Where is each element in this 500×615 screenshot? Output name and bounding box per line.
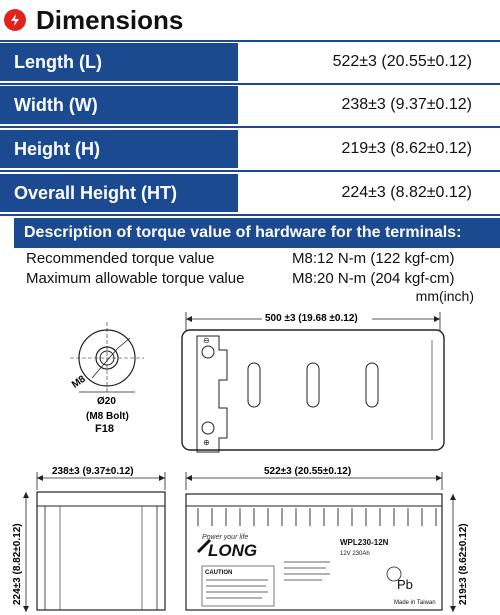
dimension-label: Height (H) [0,130,238,168]
brand-tagline: Power your life [202,534,249,541]
caution-label: CAUTION [205,570,233,576]
overall-height-label: 224±3 (8.82±0.12) [12,523,23,605]
brand-logo: LONG [208,541,258,560]
top-view [182,311,444,452]
terminal-detail [70,322,144,435]
dimension-label: Overall Height (HT) [0,174,238,212]
width-dimension-label: 238±3 (9.37±0.12) [52,466,134,477]
torque-heading: Description of torque value of hardware for the terminals: [14,218,500,248]
length-dimension-label: 522±3 (20.55±0.12) [264,466,352,477]
torque-value: M8:12 N-m (122 kgf-cm) [292,250,455,267]
front-view [186,466,469,612]
top-length-label: 500 ±3 (19.68 ±0.12) [265,313,358,324]
side-view [12,466,165,612]
torque-value: M8:20 N-m (204 kgf-cm) [292,270,455,287]
terminal-bolt-label: (M8 Bolt) [86,411,129,422]
dimension-label: Length (L) [0,43,238,81]
page-title: Dimensions [36,4,184,35]
lead-symbol: Pb [397,577,413,592]
torque-label: Recommended torque value [26,250,215,267]
dimension-label: Width (W) [0,86,238,124]
dimension-value: 522±3 (20.55±0.12) [332,53,472,70]
unit-label: mm(inch) [415,288,474,304]
torque-label: Maximum allowable torque value [26,270,245,287]
svg-text:⊖: ⊖ [203,336,210,345]
terminal-diameter-label: Ø20 [97,396,116,407]
terminal-code-label: F18 [95,423,114,435]
dimension-value: 224±3 (8.82±0.12) [341,184,472,201]
rating-label: 12V 230Ah [340,551,370,557]
height-dimension-label: 219±3 (8.62±0.12) [458,523,469,605]
dimension-value: 238±3 (9.37±0.12) [341,96,472,113]
model-label: WPL230-12N [340,538,389,547]
dimension-value: 219±3 (8.62±0.12) [341,140,472,157]
svg-text:⊕: ⊕ [203,438,210,447]
terminal-m8-label: M8 [70,373,88,391]
made-in-label: Made in Taiwan [394,600,436,606]
